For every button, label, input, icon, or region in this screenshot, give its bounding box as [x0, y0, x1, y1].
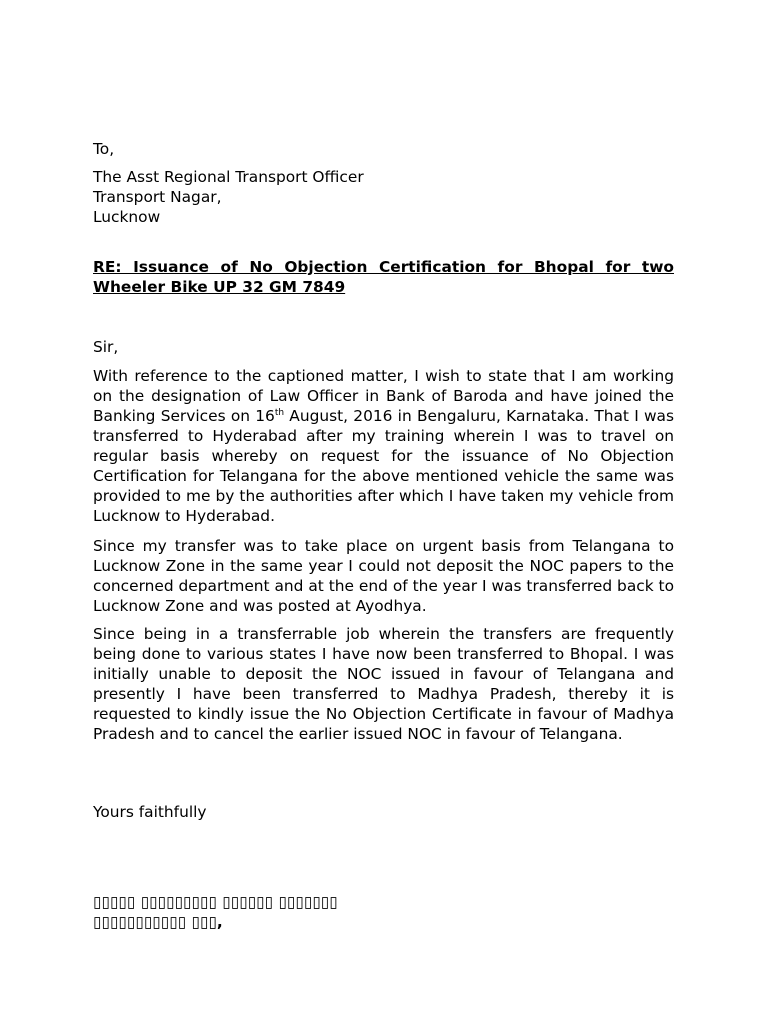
body-paragraph-1 [93, 366, 674, 526]
recipient-line-3: Lucknow [93, 208, 161, 226]
signature-block [93, 892, 674, 932]
signature-line-1: ▯▯▯▯▯ ▯▯▯▯▯▯▯▯▯ ▯▯▯▯▯▯ ▯▯▯▯▯▯▯ [93, 893, 338, 911]
greeting: Sir, [93, 338, 119, 356]
recipient-line-2: Transport Nagar, [93, 188, 222, 206]
ordinal-superscript: th [274, 408, 285, 418]
recipient-address [93, 167, 674, 227]
paragraph-1-part-b: August, 2016 in Bengaluru, Karnataka. That I was transferred to Hyderabad after my training wherein I was to travel on regular basis whereby on request for the issuance of No Objection Certification for Telangana for the above mentioned vehicle the same was provided to me by the authorities after which I have taken my vehicle from Lucknow to Hyderabad. [93, 407, 675, 525]
signature-line-2: ▯▯▯▯▯▯▯▯▯▯▯ ▯▯▯, [93, 913, 223, 931]
recipient-line-1: The Asst Regional Transport Officer [93, 168, 364, 186]
body-paragraph-3: Since being in a transferrable job wherein the transfers are frequently being done to various states I have now been transferred to Bhopal. I was initially unable to deposit the NOC issued in favour of Telangana and presently I have been transferred to Madhya Pradesh, thereby it is requested to kindly issue the No Objection Certificate in favour of Madhya Pradesh and to cancel the earlier issued NOC in favour of Telangana. [93, 625, 674, 743]
subject-line: RE: Issuance of No Objection Certification for Bhopal for two Wheeler Bike UP 32 GM 7849 [93, 258, 674, 296]
paragraph-1-part-a: With reference to the captioned matter, I wish to state that I am working on the designation of Law Officer in Bank of Baroda and have joined the Banking Services on 16 [93, 367, 674, 425]
salutation-to: To, [93, 140, 115, 158]
body-paragraph-2: Since my transfer was to take place on urgent basis from Telangana to Lucknow Zone in the same year I could not deposit the NOC papers to the concerned department and at the end of the year I was transferred back to Lucknow Zone and was posted at Ayodhya. [93, 537, 674, 615]
closing: Yours faithfully [93, 803, 207, 821]
